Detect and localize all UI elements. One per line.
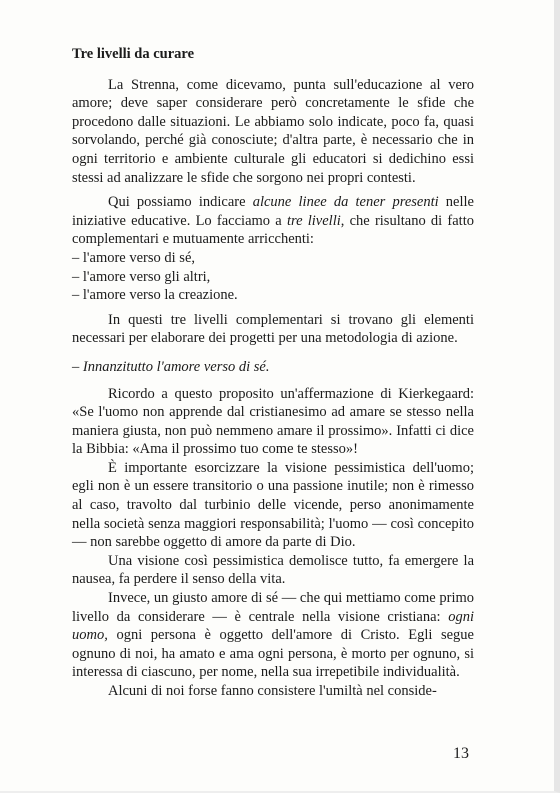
emphasis-linee: alcune linee da tener presenti xyxy=(252,194,439,211)
list-item: – l'amore verso di sé, xyxy=(72,249,196,266)
list-item: – l'amore verso la creazione. xyxy=(72,287,238,304)
text-run: Invece, un giusto amore di sé — che qui mettiamo come primo livello da considerare — è centrale nella visione cristiana: xyxy=(72,590,474,625)
section-heading-tre-livelli: Tre livelli da curare xyxy=(72,46,195,62)
text-run: Qui possiamo indicare xyxy=(108,194,253,211)
paragraph-kierkegaard: Ricordo a questo proposito un'affermazione di Kierkegaard: «Se l'uomo non apprende dal cristianesimo ad amare se stesso nella maniera giusta, non può nemmeno amare il prossimo». Infatti ci dice la Bibbia: «Ama il prossimo tuo come te stesso»! xyxy=(72,385,474,458)
page-number: 13 xyxy=(453,745,469,762)
list-item: – l'amore verso gli altri, xyxy=(72,268,211,285)
emphasis-tre-livelli: tre livelli xyxy=(286,212,341,229)
paragraph-umilta: Alcuni di noi forse fanno consistere l'umiltà nel conside- xyxy=(108,683,437,699)
page-content xyxy=(72,45,474,701)
paragraph-demolisce: Una visione così pessimistica demolisce tutto, fa emergere la nausea, fa perdere il senso della vita. xyxy=(72,552,474,588)
paragraph-strenna: La Strenna, come dicevamo, punta sull'educazione al vero amore; deve saper considerare però concretamente le sfide che procedono dalle situazioni. Le abbiamo solo indicate, poco fa, quasi sorvolando, perché già conosciute; d'altra parte, è necessario che in ogni territorio e ambiente culturale gli educatori si dedichino essi stessi ad analizzare le sfide che sorgono nei propri contesti. xyxy=(72,76,474,186)
paragraph-livelli-complementari: In questi tre livelli complementari si trovano gli elementi necessari per elaborare dei progetti per una metodologia di azione. xyxy=(72,311,474,347)
subsection-dash: – xyxy=(72,358,83,375)
paragraph-giusto-amore xyxy=(72,589,474,682)
paragraph-linee xyxy=(72,193,474,249)
paragraph-visione-pessimistica: È importante esorcizzare la visione pessimistica dell'uomo; egli non è un essere transitorio o una passione inutile; non è rimesso al caso, travolto dal turbinio delle vicende, perso anonimamente nella società senza maggiori responsabilità; l'uomo — così concepito — non sarebbe oggetto di amore da parte di Dio. xyxy=(72,459,474,551)
text-run: ogni persona è oggetto dell'amore di Cristo. Egli segue ognuno di noi, ha amato e ama ogni persona, è morto per ognuno, si interessa di ciascuno, per nome, nella sua irrepetibile individualità. xyxy=(72,627,474,681)
subsection-title-text: Innanzitutto l'amore verso di sé. xyxy=(82,358,270,375)
emphasis-ogni-uomo: ogni uomo, xyxy=(72,608,474,644)
text-run: , che risultano di fatto complementari e mutuamente arricchenti: xyxy=(72,212,474,248)
text-run: nelle iniziative educative. Lo facciamo a xyxy=(72,194,474,229)
subsection-title xyxy=(72,358,474,377)
